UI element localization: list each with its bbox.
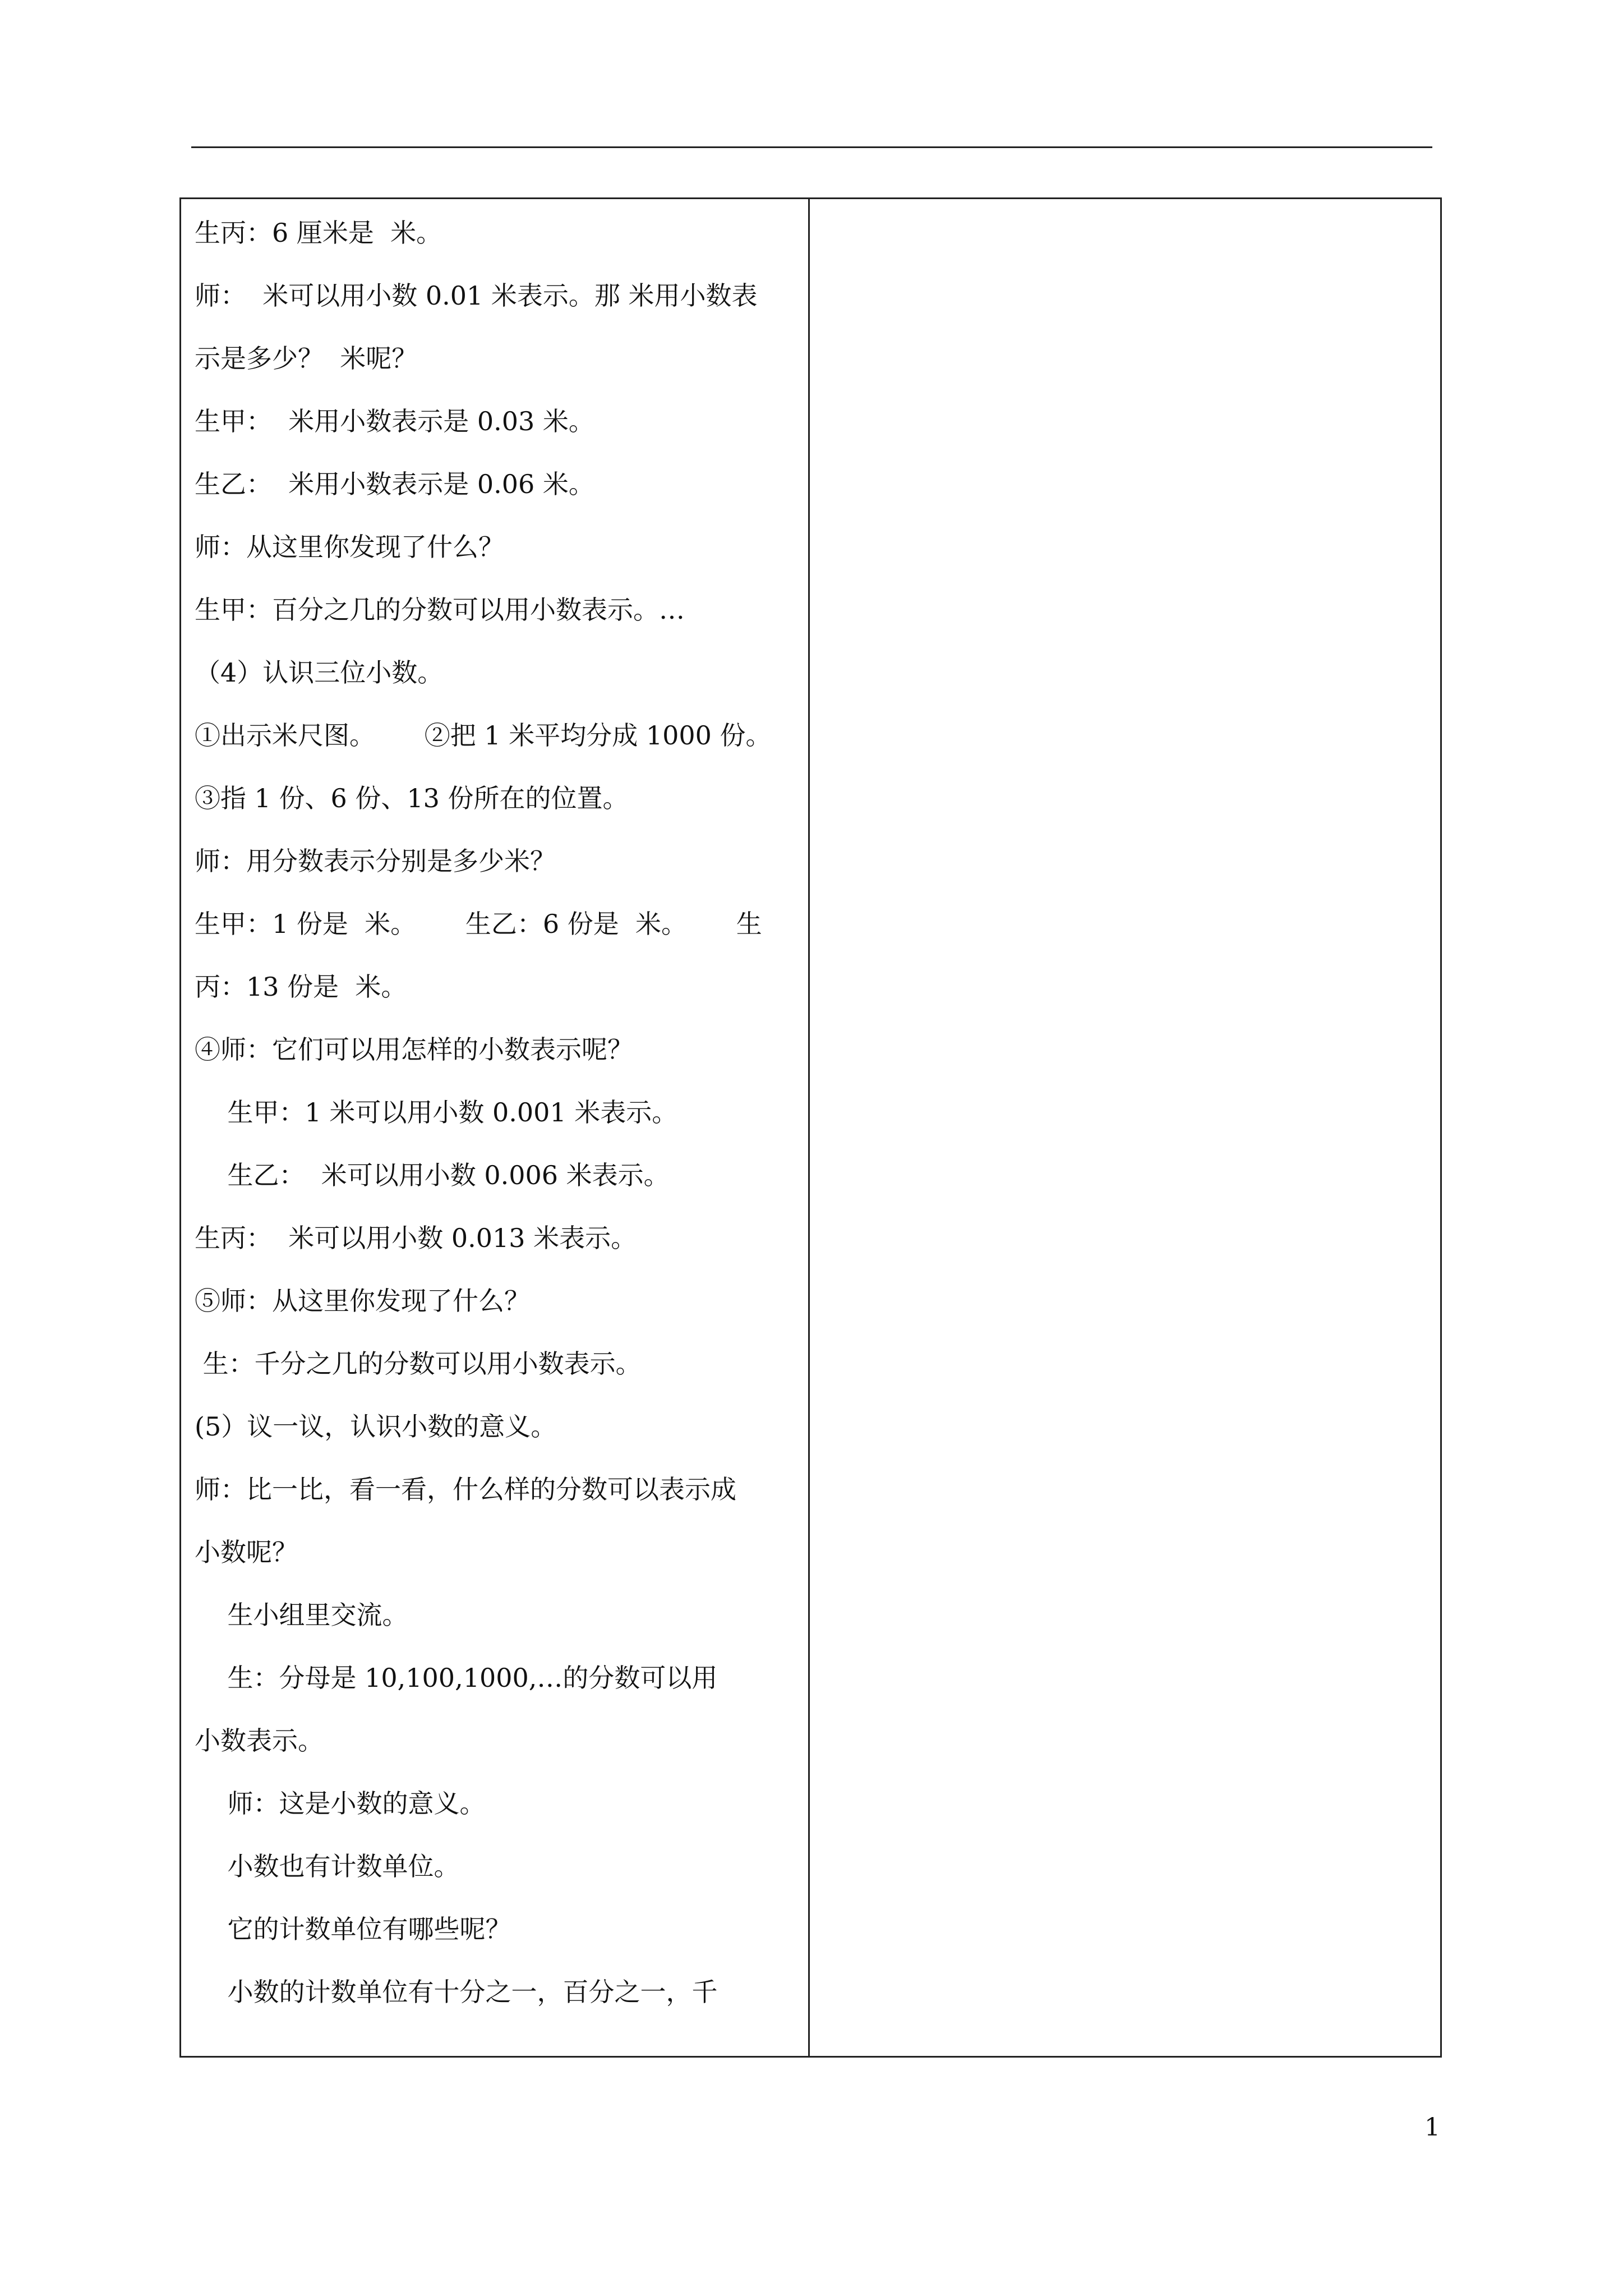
text-line: 生乙： 米可以用小数 0.006 米表示。	[195, 1160, 670, 1190]
page-number: 1	[1424, 2113, 1440, 2142]
text-line: ④师：它们可以用怎样的小数表示呢？	[195, 1034, 633, 1065]
text-line: 小数表示。	[195, 1726, 324, 1756]
text-line: 它的计数单位有哪些呢？	[195, 1914, 511, 1944]
text-line: 丙：13 份是 米。	[195, 972, 407, 1002]
text-line: 生小组里交流。	[195, 1600, 408, 1630]
text-line: 生甲： 米用小数表示是 0.03 米。	[195, 406, 594, 436]
text-line: 师：从这里你发现了什么？	[195, 532, 504, 562]
text-line: 师： 米可以用小数 0.01 米表示。那 米用小数表	[195, 280, 758, 311]
text-line: 师：用分数表示分别是多少米？	[195, 846, 556, 876]
text-line: 示是多少？ 米呢？	[195, 343, 418, 374]
lesson-table	[179, 197, 1442, 2058]
text-line: （4）认识三位小数。	[195, 657, 444, 688]
text-line: 生：千分之几的分数可以用小数表示。	[195, 1349, 642, 1379]
text-line: ③指 1 份、6 份、13 份所在的位置。	[195, 783, 629, 813]
text-line: 生乙： 米用小数表示是 0.06 米。	[195, 469, 594, 499]
text-line: 小数也有计数单位。	[195, 1851, 460, 1881]
text-line: ①出示米尺图。 ②把 1 米平均分成 1000 份。	[195, 720, 772, 751]
text-line: 小数的计数单位有十分之一，百分之一，千	[195, 1977, 718, 2007]
text-line: 生：分母是 10,100,1000,…的分数可以用	[195, 1663, 718, 1693]
text-line: 师：比一比，看一看，什么样的分数可以表示成	[195, 1474, 736, 1504]
empty-notes-column	[810, 199, 1440, 2056]
header-rule	[191, 146, 1432, 148]
text-line: 生丙： 米可以用小数 0.013 米表示。	[195, 1223, 637, 1253]
text-line: ⑤师：从这里你发现了什么？	[195, 1286, 530, 1316]
text-line: 生丙：6 厘米是 米。	[195, 218, 442, 248]
text-line: 小数呢？	[195, 1537, 298, 1567]
text-line: (5）议一议，认识小数的意义。	[195, 1411, 557, 1442]
text-line: 生甲：百分之几的分数可以用小数表示。…	[195, 595, 685, 625]
text-line: 师：这是小数的意义。	[195, 1788, 486, 1819]
lesson-dialogue-column	[181, 199, 808, 2056]
text-line: 生甲：1 份是 米。 生乙：6 份是 米。 生	[195, 909, 762, 939]
text-line: 生甲：1 米可以用小数 0.001 米表示。	[195, 1097, 678, 1128]
